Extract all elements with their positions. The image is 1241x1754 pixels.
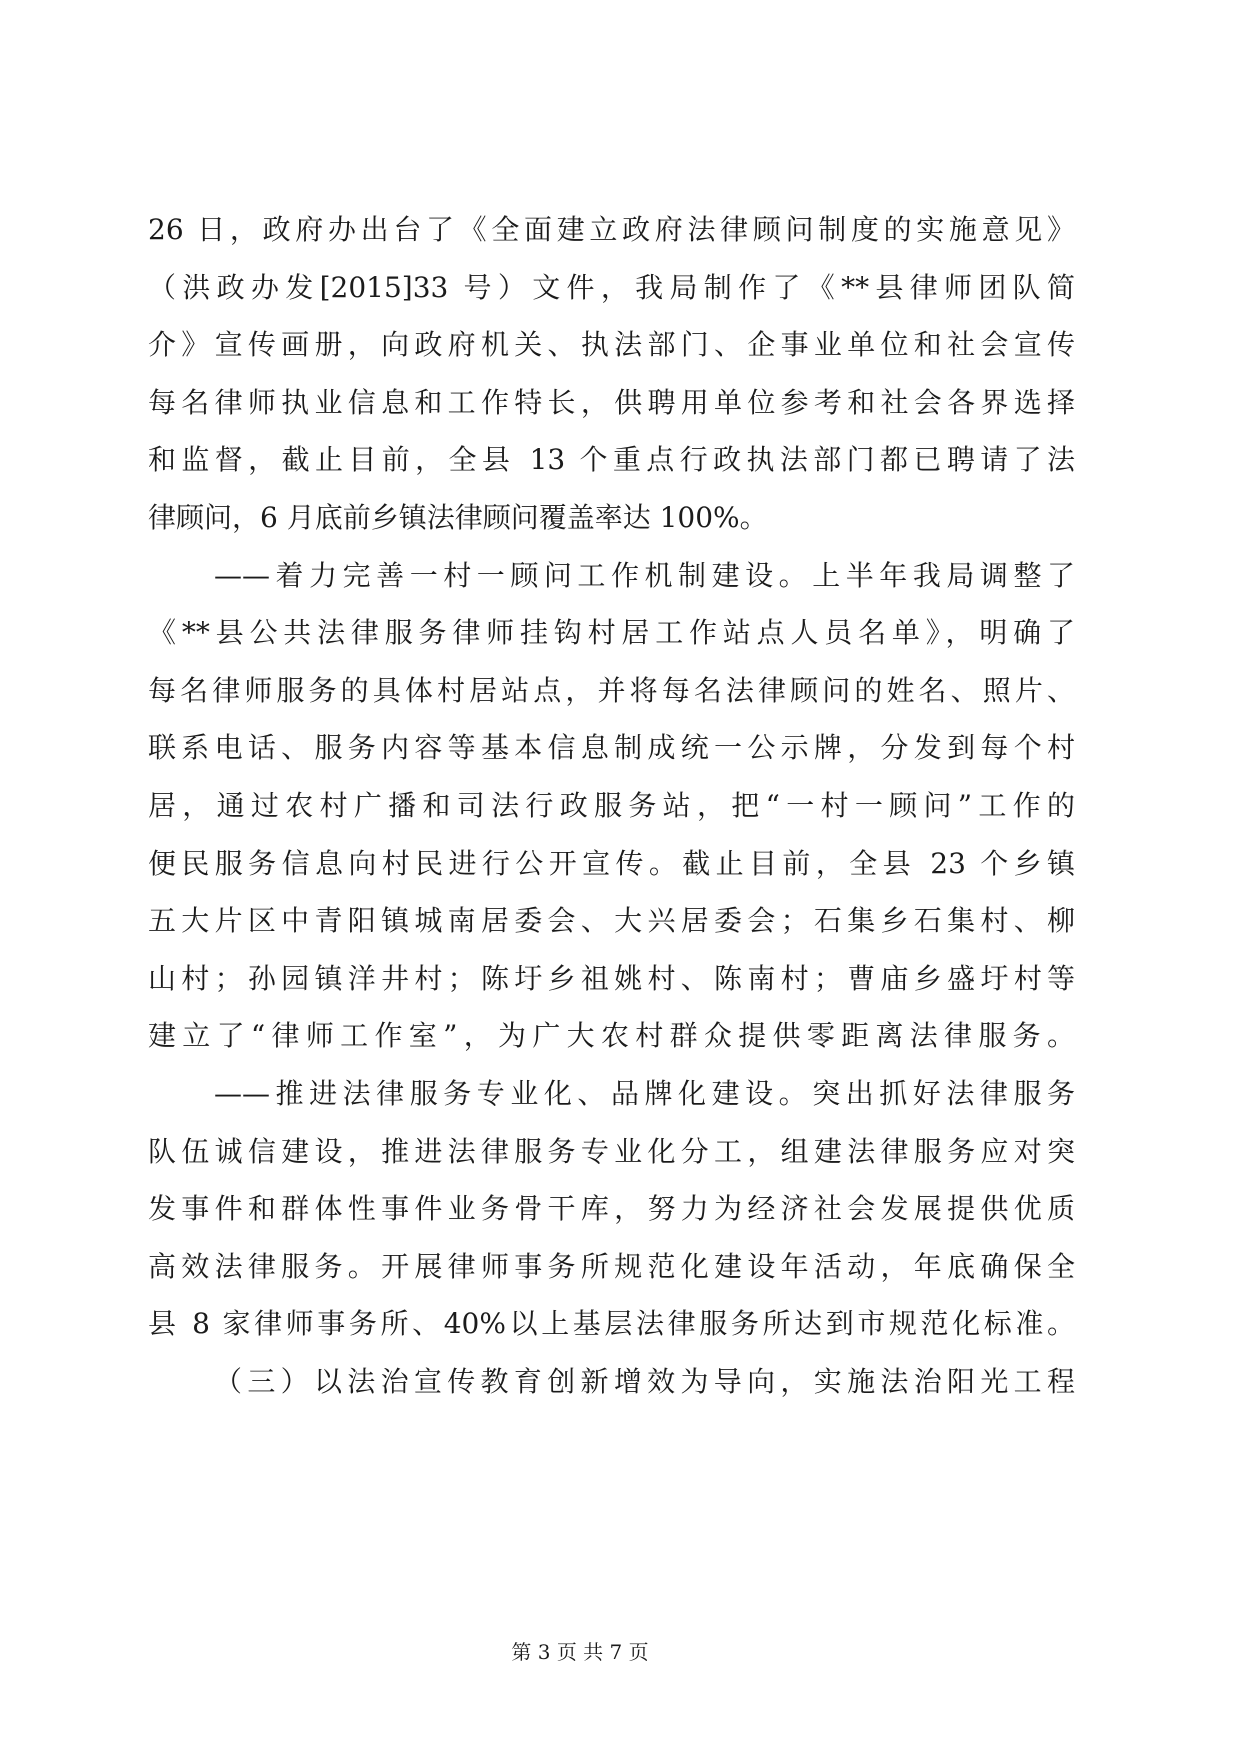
text-line: （洪政办发[2015]33 号）文件，我局制作了《**县律师团队简 (148, 270, 1075, 304)
text-line: ——推进法律服务专业化、品牌化建设。突出抓好法律服务 (214, 1076, 1075, 1110)
text-line: 介》宣传画册，向政府机关、执法部门、企事业单位和社会宣传 (148, 328, 1075, 362)
paragraph (148, 1065, 1075, 1353)
section-heading (148, 1353, 1075, 1411)
text-line: 便民服务信息向村民进行公开宣传。截止目前，全县 23 个乡镇 (148, 846, 1075, 880)
paragraph (148, 201, 1075, 547)
text-line: 律顾问，6 月底前乡镇法律顾问覆盖率达 100%。 (148, 500, 768, 534)
text-line: （三）以法治宣传教育创新增效为导向，实施法治阳光工程 (214, 1364, 1075, 1398)
text-line: 联系电话、服务内容等基本信息制成统一公示牌，分发到每个村 (148, 731, 1075, 765)
text-line: 《**县公共法律服务律师挂钩村居工作站点人员名单》，明确了 (148, 616, 1075, 650)
text-line: 高效法律服务。开展律师事务所规范化建设年活动，年底确保全 (148, 1249, 1075, 1283)
text-line: 山村；孙园镇洋井村；陈圩乡祖姚村、陈南村；曹庙乡盛圩村等 (148, 961, 1075, 995)
text-line: 26 日，政府办出台了《全面建立政府法律顾问制度的实施意见》 (148, 213, 1075, 246)
text-line: 每名律师服务的具体村居站点，并将每名法律顾问的姓名、照片、 (148, 673, 1075, 707)
page-footer (430, 1634, 730, 1670)
page-number: 第 3 页 共 7 页 (511, 1640, 649, 1664)
paragraph (148, 547, 1075, 1065)
text-line: 建立了“律师工作室”，为广大农村群众提供零距离法律服务。 (148, 1019, 1075, 1053)
text-line: 五大片区中青阳镇城南居委会、大兴居委会；石集乡石集村、柳 (148, 904, 1075, 938)
text-line: 居，通过农村广播和司法行政服务站，把“一村一顾问”工作的 (148, 788, 1075, 822)
text-line: 和监督，截止目前，全县 13 个重点行政执法部门都已聘请了法 (148, 443, 1075, 477)
text-line: 县 8 家律师事务所、40%以上基层法律服务所达到市规范化标准。 (148, 1307, 1075, 1341)
text-line: 每名律师执业信息和工作特长，供聘用单位参考和社会各界选择 (148, 385, 1075, 419)
text-line: ——着力完善一村一顾问工作机制建设。上半年我局调整了 (214, 558, 1075, 592)
text-line: 队伍诚信建设，推进法律服务专业化分工，组建法律服务应对突 (148, 1134, 1075, 1168)
text-line: 发事件和群体性事件业务骨干库，努力为经济社会发展提供优质 (148, 1192, 1075, 1226)
document-body (148, 201, 1075, 1410)
